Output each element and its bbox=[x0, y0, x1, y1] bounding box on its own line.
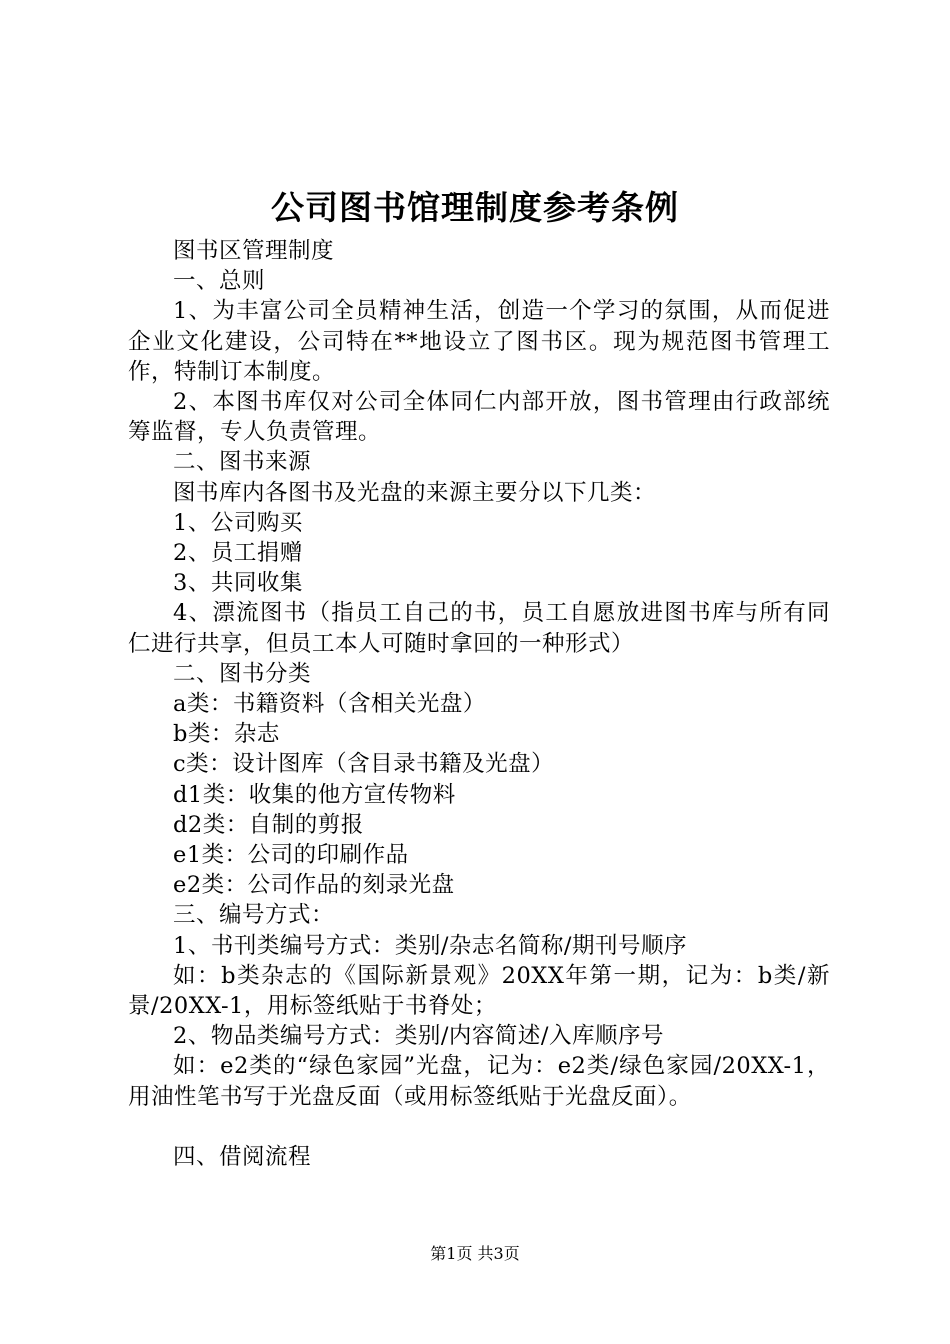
paragraph: 如：b类杂志的《国际新景观》20XX年第一期，记为：b类/新景/20XX-1，用标签纸贴于书脊处； bbox=[128, 962, 830, 1020]
section-heading: 二、图书来源 bbox=[173, 449, 312, 476]
list-item: 4、漂流图书（指员工自己的书，员工自愿放进图书库与所有同仁进行共享，但员工本人可随时拿回的一种形式） bbox=[128, 600, 830, 657]
section-heading: 一、总则 bbox=[173, 268, 266, 295]
list-item: 1、公司购买 bbox=[173, 509, 303, 536]
list-item: 3、共同收集 bbox=[173, 570, 303, 597]
document-body bbox=[128, 236, 830, 1172]
paragraph: 如：e2类的“绿色家园”光盘，记为：e2类/绿色家园/20XX-1，用油性笔书写于光盘反面（或用标签纸贴于光盘反面）。 bbox=[128, 1053, 830, 1110]
list-item: a类：书籍资料（含相关光盘） bbox=[173, 691, 486, 718]
section-heading: 三、编号方式： bbox=[173, 902, 335, 929]
list-item: e2类：公司作品的刻录光盘 bbox=[173, 872, 455, 899]
list-item: b类：杂志 bbox=[173, 721, 280, 748]
section-heading: 四、借阅流程 bbox=[173, 1144, 312, 1171]
list-item: d2类：自制的剪报 bbox=[173, 811, 364, 838]
page-title: 公司图书馆理制度参考条例 bbox=[271, 188, 679, 227]
list-item: e1类：公司的印刷作品 bbox=[173, 842, 409, 869]
paragraph: 1、为丰富公司全员精神生活，创造一个学习的氛围，从而促进企业文化建设，公司特在**地设立了图书区。现为规范图书管理工作，特制订本制度。 bbox=[128, 298, 830, 385]
paragraph: 2、本图书库仅对公司全体同仁内部开放，图书管理由行政部统筹监督，专人负责管理。 bbox=[128, 389, 830, 446]
section-heading: 二、图书分类 bbox=[173, 660, 312, 687]
paragraph: 图书区管理制度 bbox=[173, 238, 335, 264]
list-item: 2、员工捐赠 bbox=[173, 540, 303, 567]
list-item: d1类：收集的他方宣传物料 bbox=[173, 781, 456, 808]
paragraph: 图书库内各图书及光盘的来源主要分以下几类： bbox=[173, 479, 657, 506]
list-item: c类：设计图库（含目录书籍及光盘） bbox=[173, 751, 555, 778]
page-footer: 第1页 共3页 bbox=[430, 1244, 520, 1263]
paragraph: 1、书刊类编号方式：类别/杂志名简称/期刊号顺序 bbox=[173, 932, 687, 959]
paragraph: 2、物品类编号方式：类别/内容简述/入库顺序号 bbox=[173, 1023, 664, 1050]
